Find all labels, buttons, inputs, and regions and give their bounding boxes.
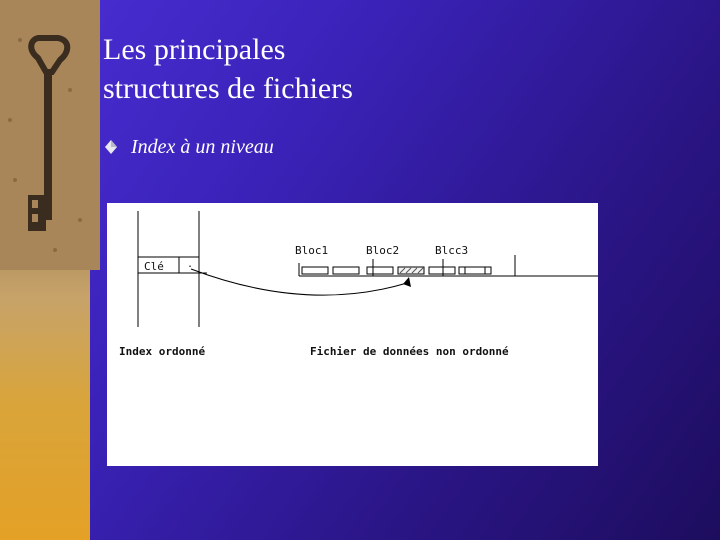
record xyxy=(333,267,359,274)
record xyxy=(465,267,491,274)
index-key-label: Clé xyxy=(144,260,164,273)
slide-title: Les principales structures de fichiers xyxy=(103,33,353,105)
caption-index: Index ordonné xyxy=(119,345,206,358)
bullet-text: Index à un niveau xyxy=(131,135,274,158)
block-label-3: Blcc3 xyxy=(435,244,469,257)
bullet-item xyxy=(104,134,274,160)
pointer-dot: . xyxy=(187,259,194,270)
index-diagram xyxy=(107,203,598,466)
record xyxy=(429,267,455,274)
sidebar-photo xyxy=(0,0,90,540)
record xyxy=(302,267,328,274)
block-label-1: Bloc1 xyxy=(295,244,329,257)
diamond-bullet-icon xyxy=(104,136,118,158)
key-icon xyxy=(0,0,110,270)
caption-data-file: Fichier de données non ordonné xyxy=(310,345,509,358)
block-label-2: Bloc2 xyxy=(366,244,400,257)
arrow-head-icon xyxy=(403,277,411,287)
record xyxy=(367,267,393,274)
record xyxy=(459,267,485,274)
